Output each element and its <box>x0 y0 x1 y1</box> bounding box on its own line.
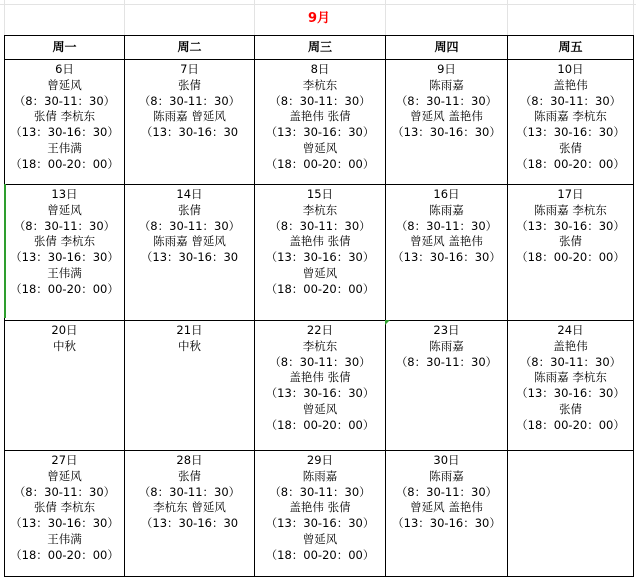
day-date: 27日 <box>51 453 78 467</box>
shift-line: （8：30-11：30） <box>519 354 622 369</box>
shift-line: 李杭东 <box>302 202 338 217</box>
shift-line: 陈雨嘉 <box>429 468 464 483</box>
day-cell[interactable] <box>386 321 508 451</box>
shift-line: 王伟满 <box>47 140 82 155</box>
shift-line: （8：30-11：30） <box>138 93 241 108</box>
comment-marker-icon <box>385 320 390 325</box>
shift-line: 张倩 李杭东 <box>33 234 96 249</box>
shift-line: 曾延风 <box>302 265 338 280</box>
shift-line: （18：00-20：00） <box>10 156 119 171</box>
shift-line: （18：00-20：00） <box>516 417 625 432</box>
shift-line: 陈雨嘉 <box>302 468 338 483</box>
shift-line: 陈雨嘉 李杭东 <box>534 202 607 217</box>
shift-line: （8：30-11：30） <box>13 484 116 499</box>
day-date: 23日 <box>433 323 460 337</box>
day-cell[interactable] <box>5 60 125 185</box>
day-cell[interactable] <box>255 451 386 577</box>
shift-line: 陈雨嘉 <box>429 77 464 92</box>
schedule-body <box>5 60 634 577</box>
next-row-partial <box>0 578 636 586</box>
day-date: 17日 <box>557 187 584 201</box>
gridline <box>633 0 634 36</box>
shift-line: （13：30-16：30 <box>140 516 239 531</box>
schedule-table <box>4 35 634 577</box>
shift-line: （18：00-20：00） <box>265 417 375 432</box>
day-date: 29日 <box>306 453 334 467</box>
shift-line: 张倩 <box>178 77 201 92</box>
shift-line: 张倩 <box>559 401 582 416</box>
day-date: 15日 <box>306 187 334 201</box>
day-cell[interactable] <box>386 451 508 577</box>
shift-line: 张倩 <box>178 202 201 217</box>
shift-line: （18：00-20：00） <box>516 156 625 171</box>
shift-line: 陈雨嘉 曾延风 <box>153 109 226 124</box>
header-cell-tue[interactable]: 周二 <box>125 36 255 60</box>
shift-line: （8：30-11：30） <box>269 93 371 108</box>
shift-line: 陈雨嘉 <box>429 202 464 217</box>
shift-line: 张倩 李杭东 <box>33 109 96 124</box>
day-date: 14日 <box>176 187 203 201</box>
day-date: 30日 <box>433 453 460 467</box>
header-cell-fri[interactable]: 周五 <box>508 36 634 60</box>
day-date: 7日 <box>180 62 199 76</box>
day-date: 28日 <box>176 453 203 467</box>
week-row <box>5 321 634 451</box>
day-cell[interactable] <box>255 185 386 321</box>
day-date: 13日 <box>51 187 78 201</box>
shift-line: 陈雨嘉 <box>429 338 464 353</box>
shift-line: 李杭东 <box>302 77 338 92</box>
day-date: 16日 <box>433 187 460 201</box>
shift-line: （18：00-20：00） <box>265 281 375 296</box>
day-cell[interactable] <box>125 185 255 321</box>
calendar-title[interactable]: 9月 <box>307 11 331 26</box>
selection-accent <box>4 184 6 318</box>
shift-line: （8：30-11：30） <box>519 93 622 108</box>
header-cell-wed[interactable]: 周三 <box>255 36 386 60</box>
day-cell[interactable] <box>5 321 125 451</box>
shift-line: 中秋 <box>178 338 201 353</box>
header-cell-thu[interactable]: 周四 <box>386 36 508 60</box>
day-date: 6日 <box>55 62 74 76</box>
day-date: 21日 <box>176 323 203 337</box>
shift-line: （13：30-16：30） <box>392 250 501 265</box>
day-cell[interactable] <box>386 60 508 185</box>
shift-line: 盖艳伟 张倩 <box>289 109 351 124</box>
day-cell[interactable] <box>125 60 255 185</box>
shift-line: 李杭东 曾延风 <box>153 500 226 515</box>
day-cell[interactable] <box>5 185 125 321</box>
day-cell[interactable] <box>5 451 125 577</box>
shift-line: （13：30-16：30） <box>10 125 119 140</box>
shift-line: （13：30-16：30） <box>10 250 119 265</box>
day-date: 20日 <box>51 323 78 337</box>
shift-line: （18：00-20：00） <box>265 547 375 562</box>
shift-line: （13：30-16：30 <box>140 250 239 265</box>
shift-line: （13：30-16：30） <box>516 125 625 140</box>
shift-line: 盖艳伟 <box>553 77 588 92</box>
shift-line: 王伟满 <box>47 531 82 546</box>
shift-line: （13：30-16：30） <box>265 250 375 265</box>
shift-line: 曾延风 盖艳伟 <box>410 234 483 249</box>
shift-line: （13：30-16：30） <box>10 516 119 531</box>
shift-line: 张倩 <box>559 140 582 155</box>
shift-line: 张倩 <box>559 234 582 249</box>
week-row <box>5 60 634 185</box>
shift-line: 曾延风 <box>47 202 82 217</box>
shift-line: 王伟满 <box>47 265 82 280</box>
shift-line: 盖艳伟 张倩 <box>289 234 351 249</box>
shift-line: 曾延风 <box>47 468 82 483</box>
shift-line: 曾延风 <box>47 77 82 92</box>
shift-line: （8：30-11：30） <box>138 484 241 499</box>
shift-line: （18：00-20：00） <box>10 281 119 296</box>
shift-line: （8：30-11：30） <box>395 218 498 233</box>
shift-line: 盖艳伟 <box>553 338 588 353</box>
shift-line: （13：30-16：30） <box>392 516 501 531</box>
day-date: 9日 <box>437 62 456 76</box>
shift-line: 曾延风 <box>302 401 338 416</box>
day-date: 22日 <box>306 323 334 337</box>
shift-line: （8：30-11：30） <box>269 218 371 233</box>
day-cell[interactable] <box>508 185 634 321</box>
shift-line: （8：30-11：30） <box>13 93 116 108</box>
shift-line: （8：30-11：30） <box>269 354 371 369</box>
shift-line: 曾延风 <box>302 531 338 546</box>
shift-line: （13：30-16：30） <box>265 516 375 531</box>
shift-line: （13：30-16：30） <box>265 125 375 140</box>
day-cell[interactable] <box>125 451 255 577</box>
shift-line: （18：00-20：00） <box>265 156 375 171</box>
shift-line: （18：00-20：00） <box>516 250 625 265</box>
shift-line: （13：30-16：30 <box>140 125 239 140</box>
day-cell[interactable] <box>255 321 386 451</box>
shift-line: 李杭东 <box>302 338 338 353</box>
shift-line: 盖艳伟 张倩 <box>289 500 351 515</box>
shift-line: （8：30-11：30） <box>395 93 498 108</box>
shift-line: （13：30-16：30） <box>265 386 375 401</box>
shift-line: （13：30-16：30） <box>516 218 625 233</box>
shift-line: 陈雨嘉 曾延风 <box>153 234 226 249</box>
header-cell-mon[interactable]: 周一 <box>5 36 125 60</box>
week-row <box>5 185 634 321</box>
shift-line: 中秋 <box>53 338 76 353</box>
day-cell[interactable] <box>125 321 255 451</box>
day-date: 8日 <box>310 62 330 76</box>
shift-line: 盖艳伟 张倩 <box>289 370 351 385</box>
header-row <box>5 36 634 60</box>
day-cell[interactable] <box>508 451 634 577</box>
shift-line: 曾延风 盖艳伟 <box>410 500 483 515</box>
day-date: 24日 <box>557 323 584 337</box>
week-row <box>5 451 634 577</box>
shift-line: （13：30-16：30） <box>516 386 625 401</box>
day-date: 10日 <box>557 62 584 76</box>
shift-line: 陈雨嘉 李杭东 <box>534 370 607 385</box>
shift-line: （13：30-16：30） <box>392 125 501 140</box>
shift-line: 曾延风 <box>302 140 338 155</box>
shift-line: 曾延风 盖艳伟 <box>410 109 483 124</box>
shift-line: （18：00-20：00） <box>10 547 119 562</box>
shift-line: 陈雨嘉 李杭东 <box>534 109 607 124</box>
day-cell[interactable] <box>508 321 634 451</box>
shift-line: 张倩 <box>178 468 201 483</box>
shift-line: （8：30-11：30） <box>269 484 371 499</box>
day-cell[interactable] <box>255 60 386 185</box>
shift-line: 张倩 李杭东 <box>33 500 96 515</box>
day-cell[interactable] <box>386 185 508 321</box>
shift-line: （8：30-11：30） <box>395 484 498 499</box>
shift-line: （8：30-11：30） <box>395 354 498 369</box>
day-cell[interactable] <box>508 60 634 185</box>
shift-line: （8：30-11：30） <box>138 218 241 233</box>
shift-line: （8：30-11：30） <box>13 218 116 233</box>
